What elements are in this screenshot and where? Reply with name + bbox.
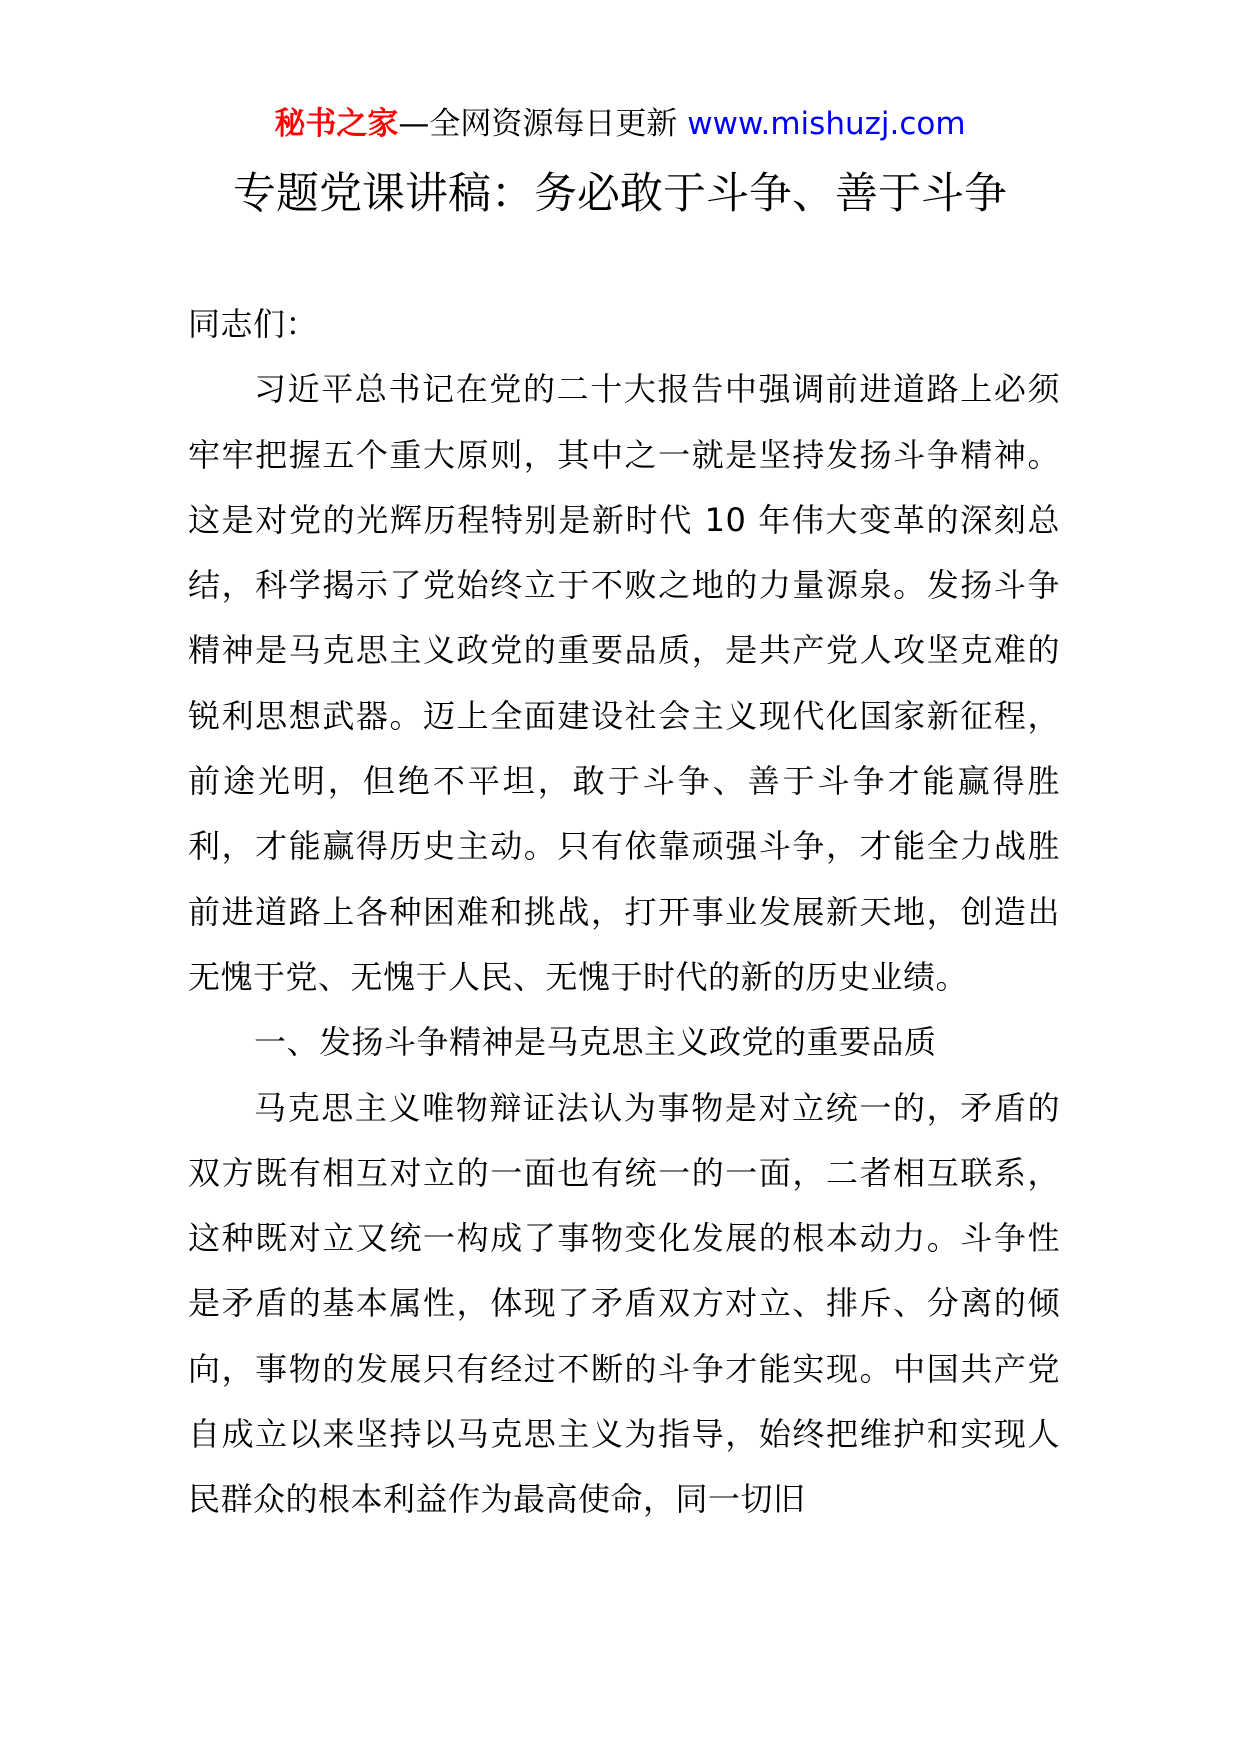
document-body bbox=[188, 292, 1060, 1533]
section-heading: 一、发扬斗争精神是马克思主义政党的重要品质 bbox=[254, 1023, 937, 1062]
site-url-link[interactable]: www.mishuzj.com bbox=[687, 106, 966, 142]
body-paragraph: 马克思主义唯物辩证法认为事物是对立统一的，矛盾的双方既有相互对立的一面也有统一的一面，二者相互联系，这种既对立又统一构成了事物变化发展的根本动力。斗争性是矛盾的基本属性，体现了矛盾双方对立、排斥、分离的倾向，事物的发展只有经过不断的斗争才能实现。中国共产党自成立以来坚持以马克思主义为指导，始终把维护和实现人民群众的根本利益作为最高使命，同一切旧 bbox=[188, 1088, 1060, 1519]
body-paragraph: 习近平总书记在党的二十大报告中强调前进道路上必须牢牢把握五个重大原则，其中之一就是坚持发扬斗争精神。这是对党的光辉历程特别是新时代 10 年伟大变革的深刻总结，科学揭示了党始终立于不败之地的力量源泉。发扬斗争精神是马克思主义政党的重要品质，是共产党人攻坚克难的锐利思想武器。迈上全面建设社会主义现代化国家新征程，前途光明，但绝不平坦，敢于斗争、善于斗争才能赢得胜利，才能赢得历史主动。只有依靠顽强斗争，才能全力战胜前进道路上各种困难和挑战，打开事业发展新天地，创造出无愧于党、无愧于人民、无愧于时代的新的历史业绩。 bbox=[188, 370, 1060, 996]
site-tagline: —全网资源每日更新 bbox=[398, 106, 678, 142]
site-brand: 秘书之家 bbox=[274, 106, 399, 142]
site-header bbox=[0, 100, 1240, 148]
salutation: 同志们： bbox=[188, 305, 319, 343]
document-title: 专题党课讲稿：务必敢于斗争、善于斗争 bbox=[233, 169, 1007, 219]
